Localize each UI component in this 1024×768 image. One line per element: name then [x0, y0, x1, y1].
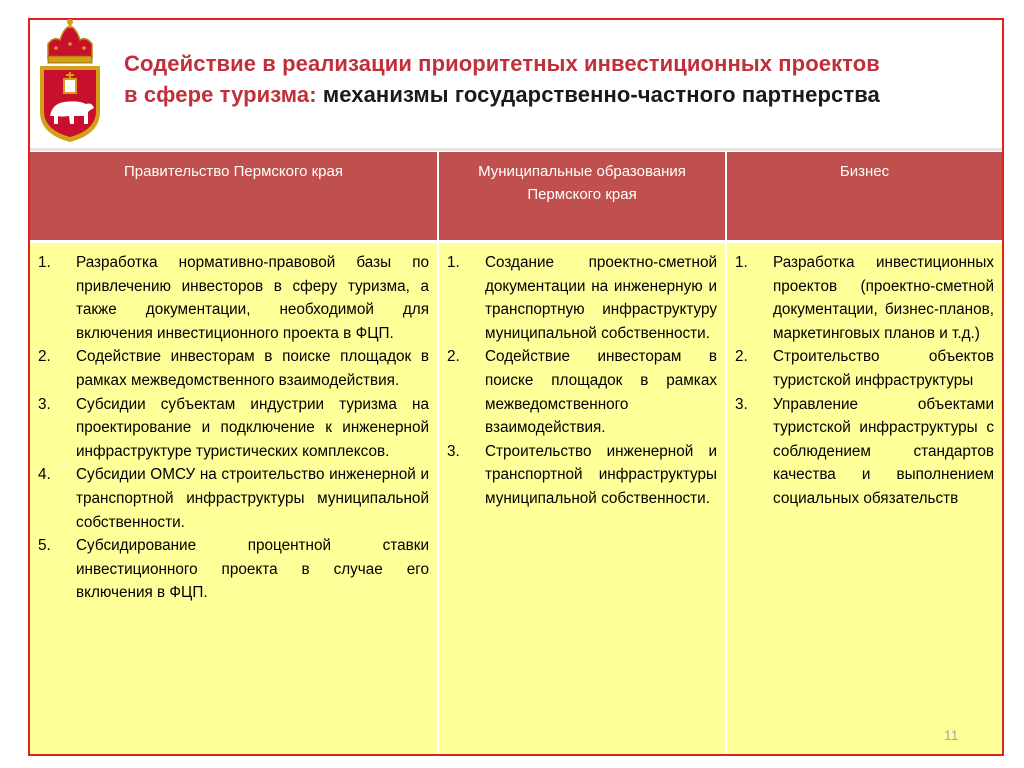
- list-item-text: Разработка инвестиционных проектов (проектно-сметной документации, бизнес-планов, маркетинговых планов и т.д.): [773, 254, 994, 342]
- list-item-text: Строительство объектов туристской инфраструктуры: [773, 348, 994, 389]
- list-item-number: 3.: [447, 442, 460, 460]
- list-item-number: 4.: [38, 466, 51, 484]
- list-item: [735, 345, 994, 392]
- list-item-number: 1.: [735, 254, 748, 271]
- list-item: [735, 393, 994, 511]
- table-row: [30, 242, 1002, 755]
- list-item-text: Содействие инвесторам в поиске площадок в рамках межведомственного взаимодействия.: [76, 348, 429, 389]
- list-item-number: 2.: [735, 348, 748, 366]
- list-item: [38, 251, 429, 345]
- list-item: [38, 345, 429, 392]
- title-line-2-dark: механизмы государственно-частного партнерства: [322, 82, 880, 107]
- perm-krai-coat-of-arms-icon: [34, 16, 106, 146]
- header-business: Бизнес: [726, 152, 1002, 242]
- list-item-text: Субсидии ОМСУ на строительство инженерной и транспортной инфраструктуры муниципальной собственности.: [76, 466, 429, 531]
- list-item-text: Субсидирование процентной ставки инвестиционного проекта в случае его включения в ФЦП.: [76, 537, 429, 602]
- list-item: [447, 251, 717, 345]
- list-item-number: 3.: [38, 395, 51, 413]
- list-item: [38, 463, 429, 534]
- list-item-text: Создание проектно-сметной документации на инженерную и транспортную инфраструктуру муниципальной собственности.: [485, 254, 717, 342]
- list-item-number: 5.: [38, 537, 51, 555]
- list-item-number: 1.: [38, 254, 51, 271]
- list-item-number: 2.: [447, 348, 460, 366]
- list-item-text: Содействие инвесторам в поиске площадок в рамках межведомственного взаимодействия.: [485, 348, 717, 437]
- slide-title: [124, 48, 994, 110]
- table-header-row: [30, 152, 1002, 242]
- list-item: [38, 393, 429, 464]
- list-item: [447, 440, 717, 511]
- list-item-text: Субсидии субъектам индустрии туризма на проектирование и подключение к инженерной инфраструктуре туристических комплексов.: [76, 395, 429, 460]
- cell-business: [726, 242, 1002, 755]
- page-number: 11: [944, 727, 959, 743]
- title-separator: [30, 148, 1002, 151]
- cell-municipalities: [438, 242, 726, 755]
- header-municipalities: Муниципальные образования Пермского края: [438, 152, 726, 242]
- title-line-1: Содействие в реализации приоритетных инвестиционных проектов: [124, 51, 880, 76]
- list-item-number: 3.: [735, 395, 748, 413]
- business-list: [735, 251, 994, 511]
- list-item-number: 2.: [38, 348, 51, 366]
- list-item-text: Управление объектами туристской инфраструктуры с соблюдением стандартов качества и выполнением социальных обязательств: [773, 395, 994, 507]
- cell-government: [30, 242, 438, 755]
- title-line-2-red: в сфере туризма:: [124, 82, 317, 107]
- list-item: [38, 534, 429, 605]
- list-item-text: Строительство инженерной и транспортной инфраструктуры муниципальной собственности.: [485, 442, 717, 507]
- government-list: [38, 251, 429, 605]
- list-item: [735, 251, 994, 345]
- list-item-text: Разработка нормативно-правовой базы по привлечению инвесторов в сферу туризма, а также документации, необходимой для включения инвестиционного проекта в ФЦП.: [76, 254, 429, 342]
- municipalities-list: [447, 251, 717, 511]
- mechanisms-table: [30, 152, 1002, 754]
- list-item: [447, 345, 717, 439]
- list-item-number: 1.: [447, 254, 460, 271]
- header-government: Правительство Пермского края: [30, 152, 438, 242]
- title-line-2: [124, 79, 994, 110]
